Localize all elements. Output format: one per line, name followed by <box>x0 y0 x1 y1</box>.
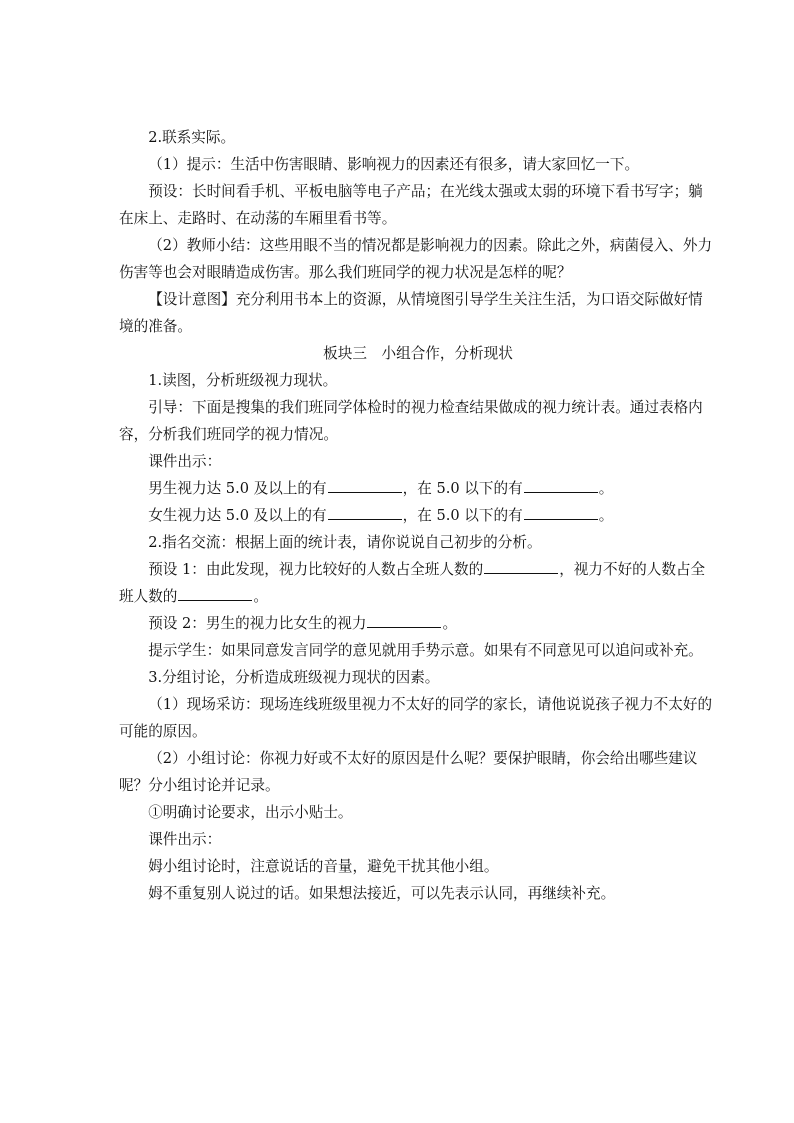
paragraph-requirements: ①明确讨论要求，出示小贴士。 <box>148 804 353 821</box>
text-segment: ，视力不好的人数占全班人数的 <box>119 561 706 605</box>
paragraph-interview: （1）现场采访：现场连线班级里视力不太好的同学的家长，请他说说孩子视力不太好的可能的原因。 <box>119 696 713 740</box>
paragraph-preset-1 <box>119 556 717 610</box>
text-segment: 。 <box>253 588 268 605</box>
paragraph-preset-2 <box>119 610 717 637</box>
fill-in-blank <box>367 611 441 628</box>
paragraph-tip-2: 姆不重复别人说过的话。如果想法接近，可以先表示认同，再继续补充。 <box>148 885 616 902</box>
paragraph-exchange: 2.指名交流：根据上面的统计表，请你说说自己初步的分析。 <box>148 534 542 551</box>
paragraph-tip-1: 姆小组讨论时，注意说话的音量，避免干扰其他小组。 <box>148 858 499 875</box>
text-segment: 预设 1：由此发现，视力比较好的人数占全班人数的 <box>148 561 484 578</box>
fill-in-blank <box>328 503 402 520</box>
paragraph-boys-vision <box>119 475 717 502</box>
text-segment: 女生视力达 5.0 及以上的有 <box>148 507 327 524</box>
text-segment: 。 <box>598 507 614 524</box>
paragraph-courseware-1: 课件出示： <box>148 453 222 470</box>
paragraph-girls-vision <box>119 502 717 529</box>
paragraph-group-discussion: 3.分组讨论，分析造成班级视力现状的因素。 <box>148 669 440 686</box>
paragraph-guide: 引导：下面是搜集的我们班同学体检时的视力检查结果做成的视力统计表。通过表格内容，分析我们班同学的视力情况。 <box>119 399 703 443</box>
text-segment: 预设 2：男生的视力比女生的视力 <box>148 615 367 632</box>
text-segment: 。 <box>598 480 614 497</box>
fill-in-blank <box>524 503 598 520</box>
paragraph-courseware-2: 课件出示： <box>148 831 222 848</box>
fill-in-blank <box>178 584 252 601</box>
paragraph-small-group: （2）小组讨论：你视力好或不太好的原因是什么呢？要保护眼睛，你会给出哪些建议呢？分小组讨论并记录。 <box>119 750 698 794</box>
paragraph-design-intent: 【设计意图】充分利用书本上的资源，从情境图引导学生关注生活，为口语交际做好情境的准备。 <box>119 291 703 335</box>
text-segment: ，在 5.0 以下的有 <box>402 507 523 524</box>
paragraph-prompt-students: 提示学生：如果同意发言同学的意见就用手势示意。如果有不同意见可以追问或补充。 <box>148 642 703 659</box>
paragraph-teacher-summary: （2）教师小结：这些用眼不当的情况都是影响视力的因素。除此之外，病菌侵入、外力伤害等也会对眼睛造成伤害。那么我们班同学的视力状况是怎样的呢？ <box>119 237 713 281</box>
document-body <box>119 124 717 907</box>
fill-in-blank <box>484 557 558 574</box>
text-segment: ，在 5.0 以下的有 <box>402 480 523 497</box>
paragraph-heading-2: 2.联系实际。 <box>148 129 236 146</box>
fill-in-blank <box>328 476 402 493</box>
paragraph-preset: 预设：长时间看手机、平板电脑等电子产品；在光线太强或太弱的环境下看书写字；躺在床上、走路时、在动荡的车厢里看书等。 <box>119 183 703 227</box>
section-title: 板块三 小组合作，分析现状 <box>323 345 513 362</box>
text-segment: 男生视力达 5.0 及以上的有 <box>148 480 327 497</box>
text-segment: 。 <box>442 615 458 632</box>
paragraph-hint: （1）提示：生活中伤害眼睛、影响视力的因素还有很多，请大家回忆一下。 <box>148 156 640 173</box>
fill-in-blank <box>524 476 598 493</box>
paragraph-read-chart: 1.读图，分析班级视力现状。 <box>148 372 338 389</box>
